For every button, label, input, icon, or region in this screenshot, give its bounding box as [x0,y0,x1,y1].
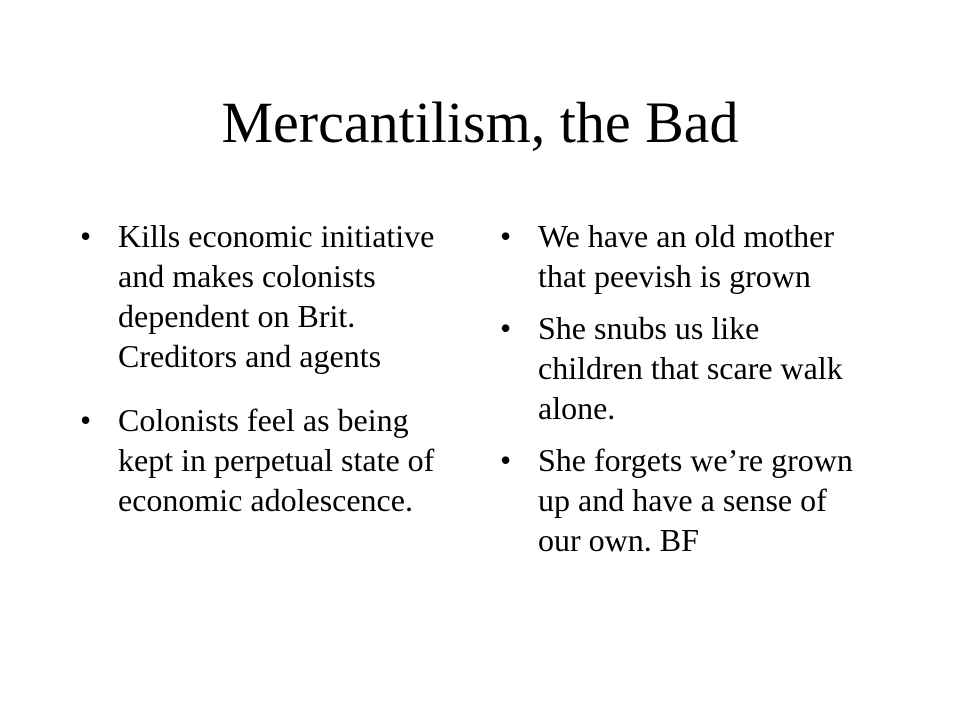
list-item [500,308,870,428]
bullet-text: Colonists feel as being kept in perpetual state of economic adolescence. [118,402,435,518]
list-item [500,440,870,560]
bullet-text: She forgets we’re grown up and have a sense of our own. BF [538,442,853,558]
bullet-icon: • [80,402,92,438]
list-item [500,216,870,296]
list-item [80,400,470,520]
slide-title: Mercantilism, the Bad [221,90,739,155]
bullet-text: We have an old mother that peevish is grown [538,218,834,294]
bullet-icon: • [500,442,512,478]
bullet-icon: • [80,218,92,254]
left-bullet-list [80,216,470,520]
list-item [80,216,470,376]
bullet-icon: • [500,310,512,346]
bullet-icon: • [500,218,512,254]
bullet-text: Kills economic initiative and makes colonists dependent on Brit. Creditors and agents [118,218,435,374]
right-bullet-list [500,216,870,560]
bullet-text: She snubs us like children that scare walk alone. [538,310,843,426]
